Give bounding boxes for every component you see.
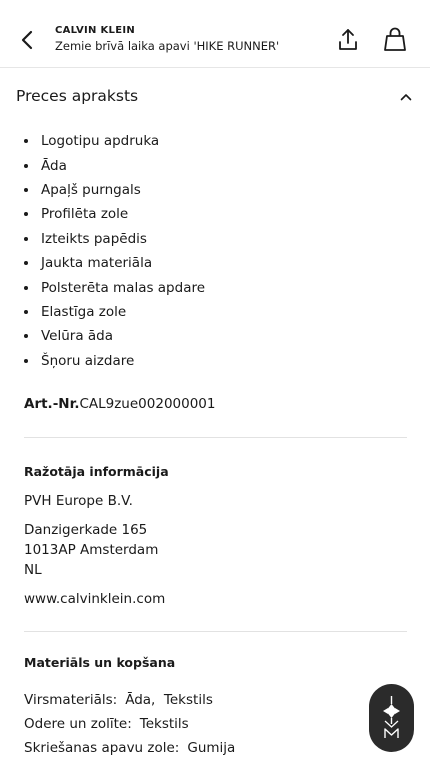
- manufacturer-name: PVH Europe B.V.: [24, 493, 133, 509]
- bullet-icon: [24, 261, 28, 265]
- bullet-icon: [24, 139, 28, 143]
- list-item: [24, 275, 404, 299]
- product-name: Zemie brīvā laika apavi 'HIKE RUNNER': [55, 39, 280, 53]
- manufacturer-address-city: 1013AP Amsterdam: [24, 542, 159, 558]
- material-row: [24, 692, 213, 708]
- bullet-icon: [24, 310, 28, 314]
- material-row: [24, 716, 189, 732]
- list-item: [24, 349, 404, 373]
- bullet-icon: [24, 164, 28, 168]
- list-item: [24, 251, 404, 275]
- assistant-fab-button[interactable]: [369, 684, 414, 752]
- material-value: Āda, Tekstils: [125, 692, 213, 708]
- share-icon: [335, 27, 361, 53]
- manufacturer-address-country: NL: [24, 562, 42, 578]
- list-item-label: Jaukta materiāla: [41, 255, 153, 272]
- bullet-icon: [24, 286, 28, 290]
- bullet-icon: [24, 334, 28, 338]
- article-number-value: CAL9zue002000001: [79, 396, 216, 412]
- bullet-icon: [24, 212, 28, 216]
- material-value: Gumija: [187, 740, 236, 756]
- material-key: Odere un zolīte:: [24, 716, 132, 732]
- list-item-label: Izteikts papēdis: [41, 230, 147, 247]
- share-button[interactable]: [335, 27, 361, 53]
- list-item: [24, 129, 404, 153]
- material-row: [24, 740, 235, 756]
- list-item: [24, 178, 404, 202]
- description-list: [24, 129, 404, 373]
- article-number: [24, 396, 215, 412]
- shopping-bag-button[interactable]: [382, 26, 408, 54]
- list-item-label: Logotipu apdruka: [41, 133, 160, 150]
- material-key: Skriešanas apavu zole:: [24, 740, 180, 756]
- description-title: Preces apraksts: [16, 87, 139, 105]
- materials-title: Materiāls un kopšana: [24, 655, 176, 670]
- list-item: [24, 324, 404, 348]
- divider: [24, 437, 407, 438]
- list-item-label: Elastīga zole: [41, 303, 127, 320]
- chevron-left-icon: [14, 26, 40, 54]
- list-item-label: Apaļš purngals: [41, 181, 141, 198]
- bullet-icon: [24, 359, 28, 363]
- brand-name: CALVIN KLEIN: [55, 25, 136, 36]
- manufacturer-title: Ražotāja informācija: [24, 464, 169, 479]
- divider: [24, 631, 407, 632]
- back-button[interactable]: [14, 26, 40, 54]
- description-toggle[interactable]: [0, 70, 430, 122]
- list-item-label: Velūra āda: [41, 328, 114, 345]
- list-item-label: Āda: [41, 157, 67, 174]
- list-item-label: Šņoru aizdare: [41, 352, 135, 369]
- top-bar: [0, 0, 430, 68]
- bullet-icon: [24, 237, 28, 241]
- list-item-label: Polsterēta malas apdare: [41, 279, 206, 296]
- shopping-bag-icon: [382, 26, 408, 54]
- list-item: [24, 202, 404, 226]
- assistant-logo-icon: [369, 684, 414, 752]
- list-item: [24, 227, 404, 251]
- bullet-icon: [24, 188, 28, 192]
- list-item-label: Profilēta zole: [41, 206, 129, 223]
- chevron-up-icon[interactable]: [398, 89, 414, 105]
- list-item: [24, 153, 404, 177]
- list-item: [24, 300, 404, 324]
- material-value: Tekstils: [139, 716, 189, 732]
- material-key: Virsmateriāls:: [24, 692, 118, 708]
- manufacturer-website-link[interactable]: www.calvinklein.com: [24, 591, 166, 607]
- manufacturer-address-street: Danzigerkade 165: [24, 522, 148, 538]
- article-number-label: Art.-Nr.: [24, 396, 80, 412]
